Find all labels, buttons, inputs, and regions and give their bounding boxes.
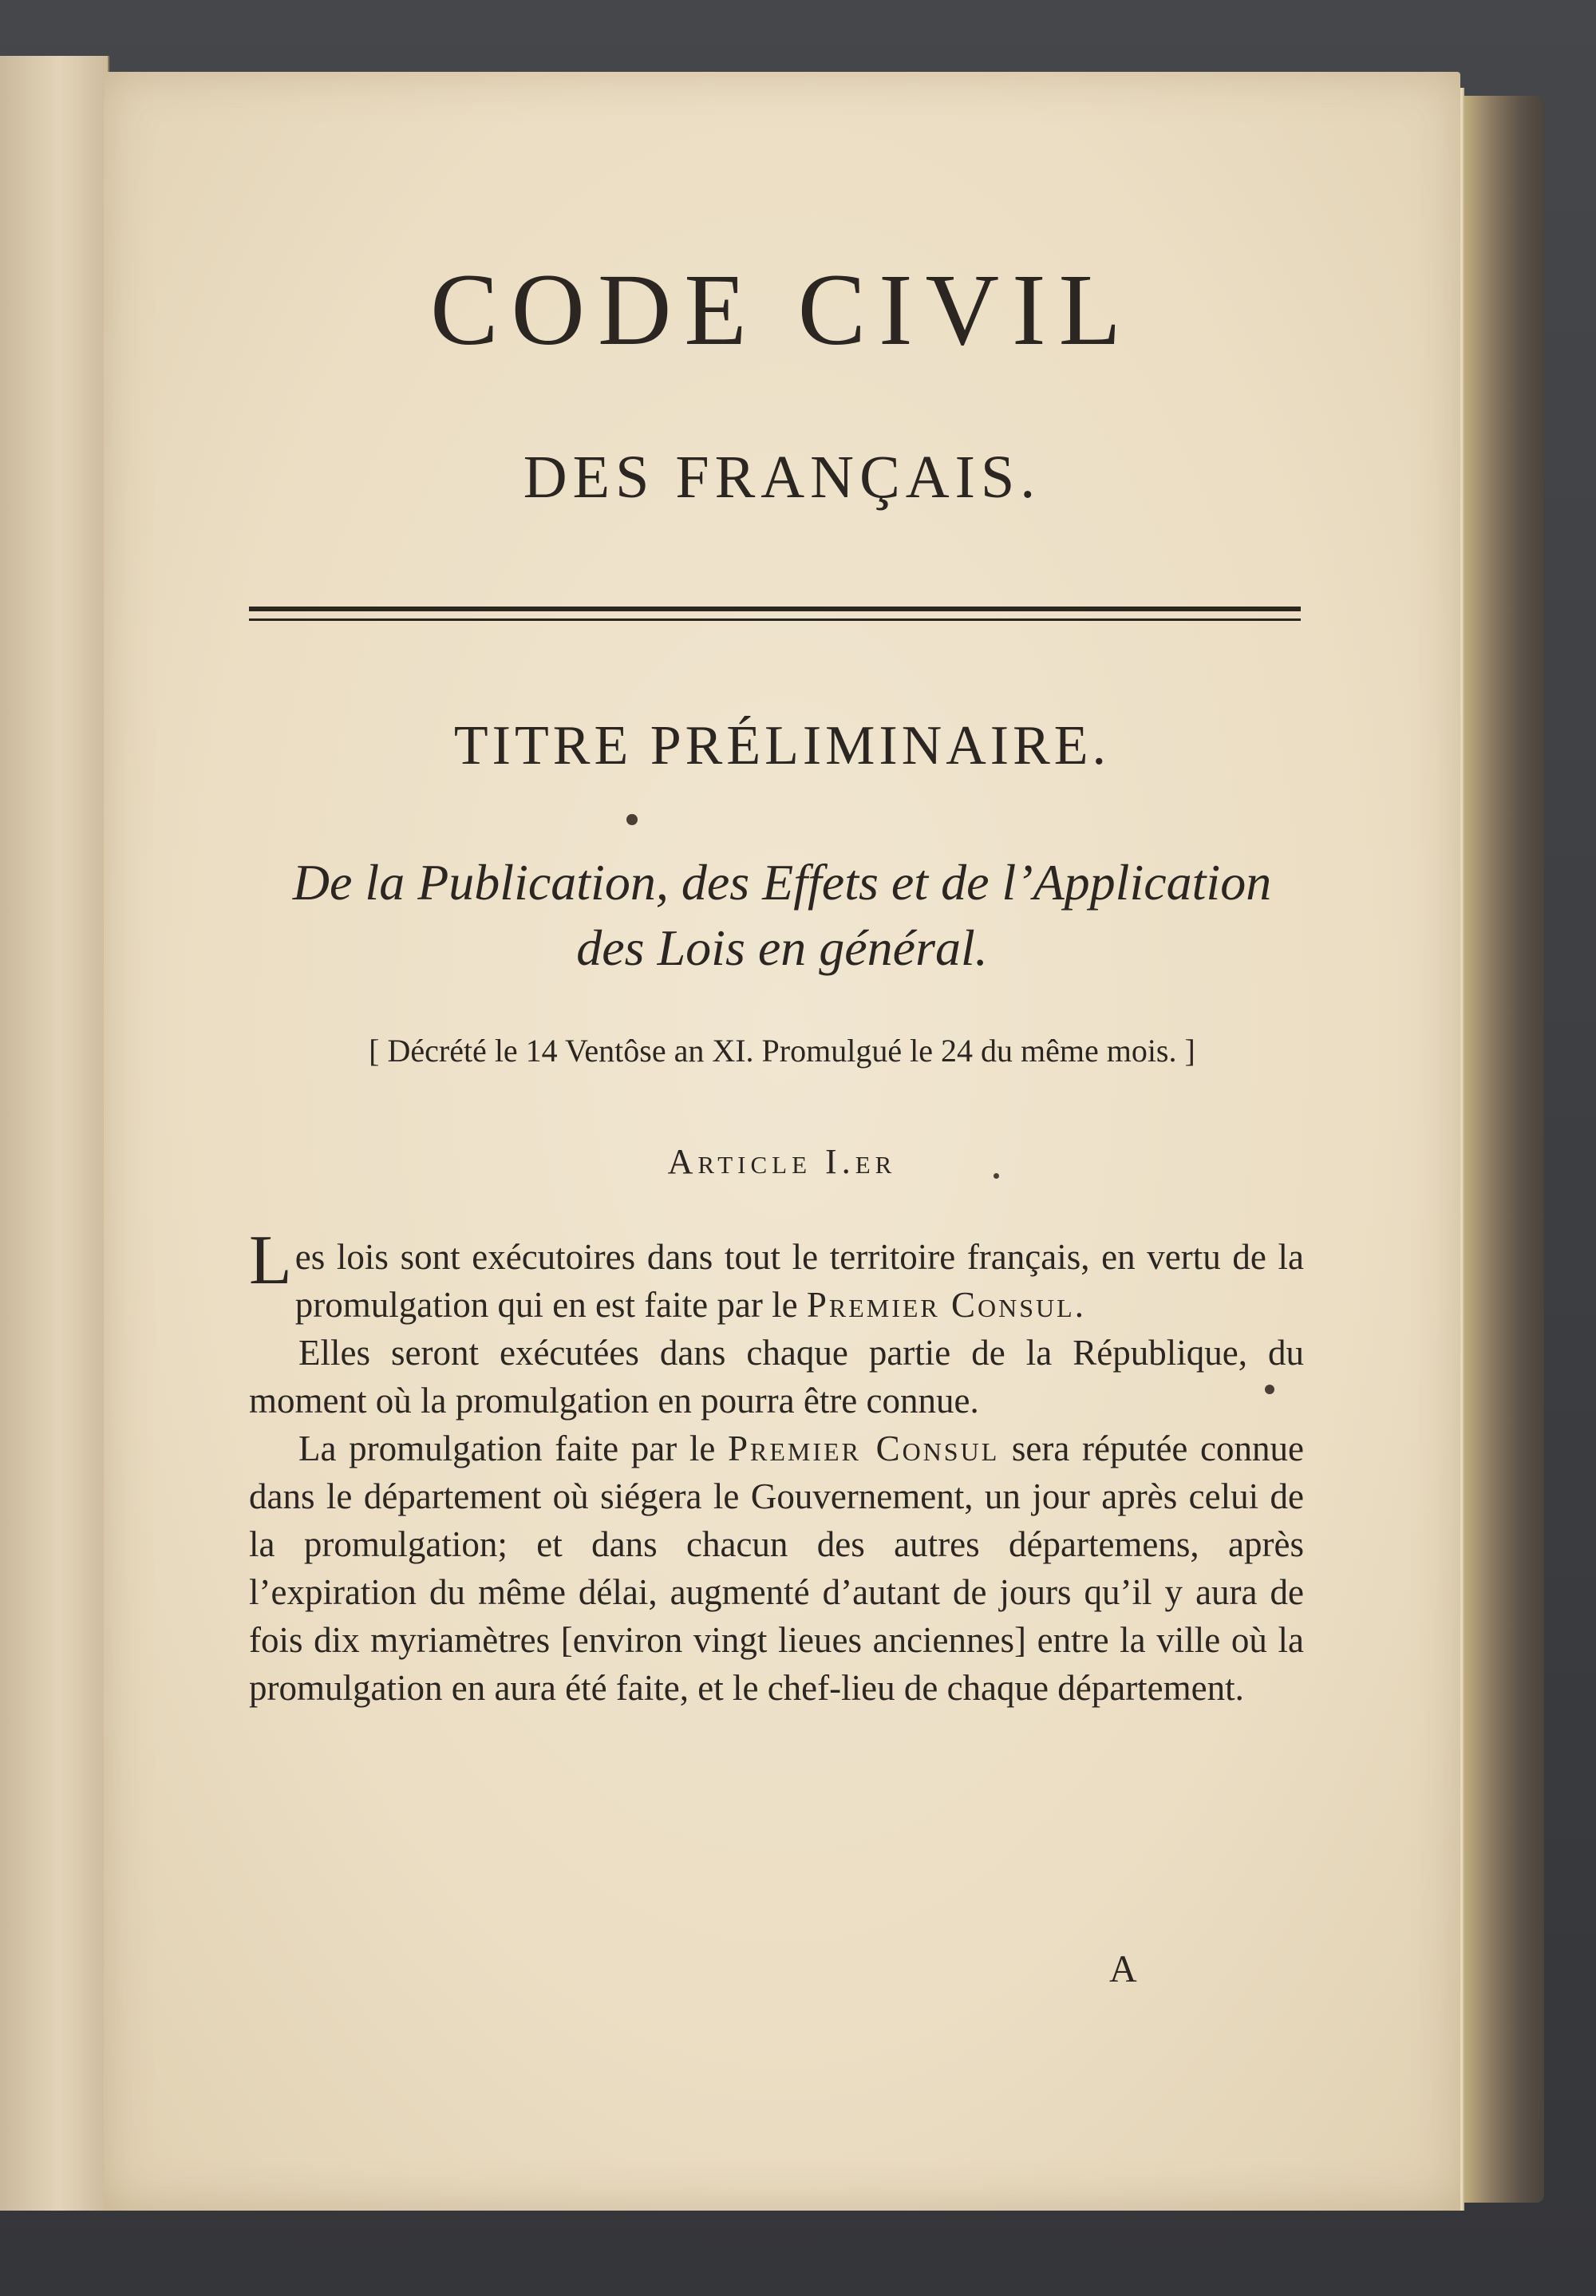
paragraph-3-small-caps: Premier Consul	[728, 1429, 1000, 1468]
chapter-heading	[239, 850, 1325, 981]
facing-page	[0, 56, 109, 2211]
paragraph-3-start: La promulgation faite par le	[298, 1429, 729, 1468]
paragraph-1	[249, 1222, 1304, 1329]
article-body	[249, 1222, 1304, 1712]
paragraph-1-text: es lois sont exécutoires dans tout le territoire français, en vertu de la promulgation qui en est faite par le	[294, 1237, 1304, 1325]
drop-cap: L	[249, 1222, 292, 1299]
signature-mark: A	[1109, 1948, 1137, 1990]
chapter-heading-line-2: des Lois en général.	[576, 919, 988, 976]
paragraph-1-end: .	[1074, 1285, 1084, 1325]
section-title: TITRE PRÉLIMINAIRE.	[453, 715, 1111, 777]
ink-speck	[994, 1173, 999, 1179]
ink-speck	[626, 814, 638, 825]
paragraph-3-rest: sera réputée connue dans le département où siégera le Gouvernement, un jour après celui de la promulgation; et dans chacun des autres départemens, après l’expiration du même délai, augmenté d’autant de jours qu’il y aura de fois dix myriamètres [environ vingt lieues anciennes] entre la ville où la promulgation en aura été faite, et le chef-lieu de chaque département.	[249, 1429, 1304, 1708]
paragraph-2: Elles seront exécutées dans chaque partie de la République, du moment où la promulgation en pourra être connue.	[249, 1333, 1304, 1421]
decree-note: [ Décrété le 14 Ventôse an XI. Promulgué le 24 du même mois. ]	[369, 1033, 1195, 1069]
page-title: CODE CIVIL	[430, 253, 1134, 366]
page-subtitle: DES FRANÇAIS.	[523, 444, 1041, 511]
chapter-heading-line-1: De la Publication, des Effets et de l’Application	[292, 854, 1272, 911]
double-rule-thin	[249, 618, 1301, 621]
ink-speck	[1265, 1385, 1274, 1394]
paragraph-1-small-caps: Premier Consul	[806, 1285, 1075, 1325]
double-rule-thick	[249, 607, 1301, 611]
article-heading: Article I.er	[667, 1142, 897, 1181]
paragraph-3	[249, 1425, 1304, 1712]
